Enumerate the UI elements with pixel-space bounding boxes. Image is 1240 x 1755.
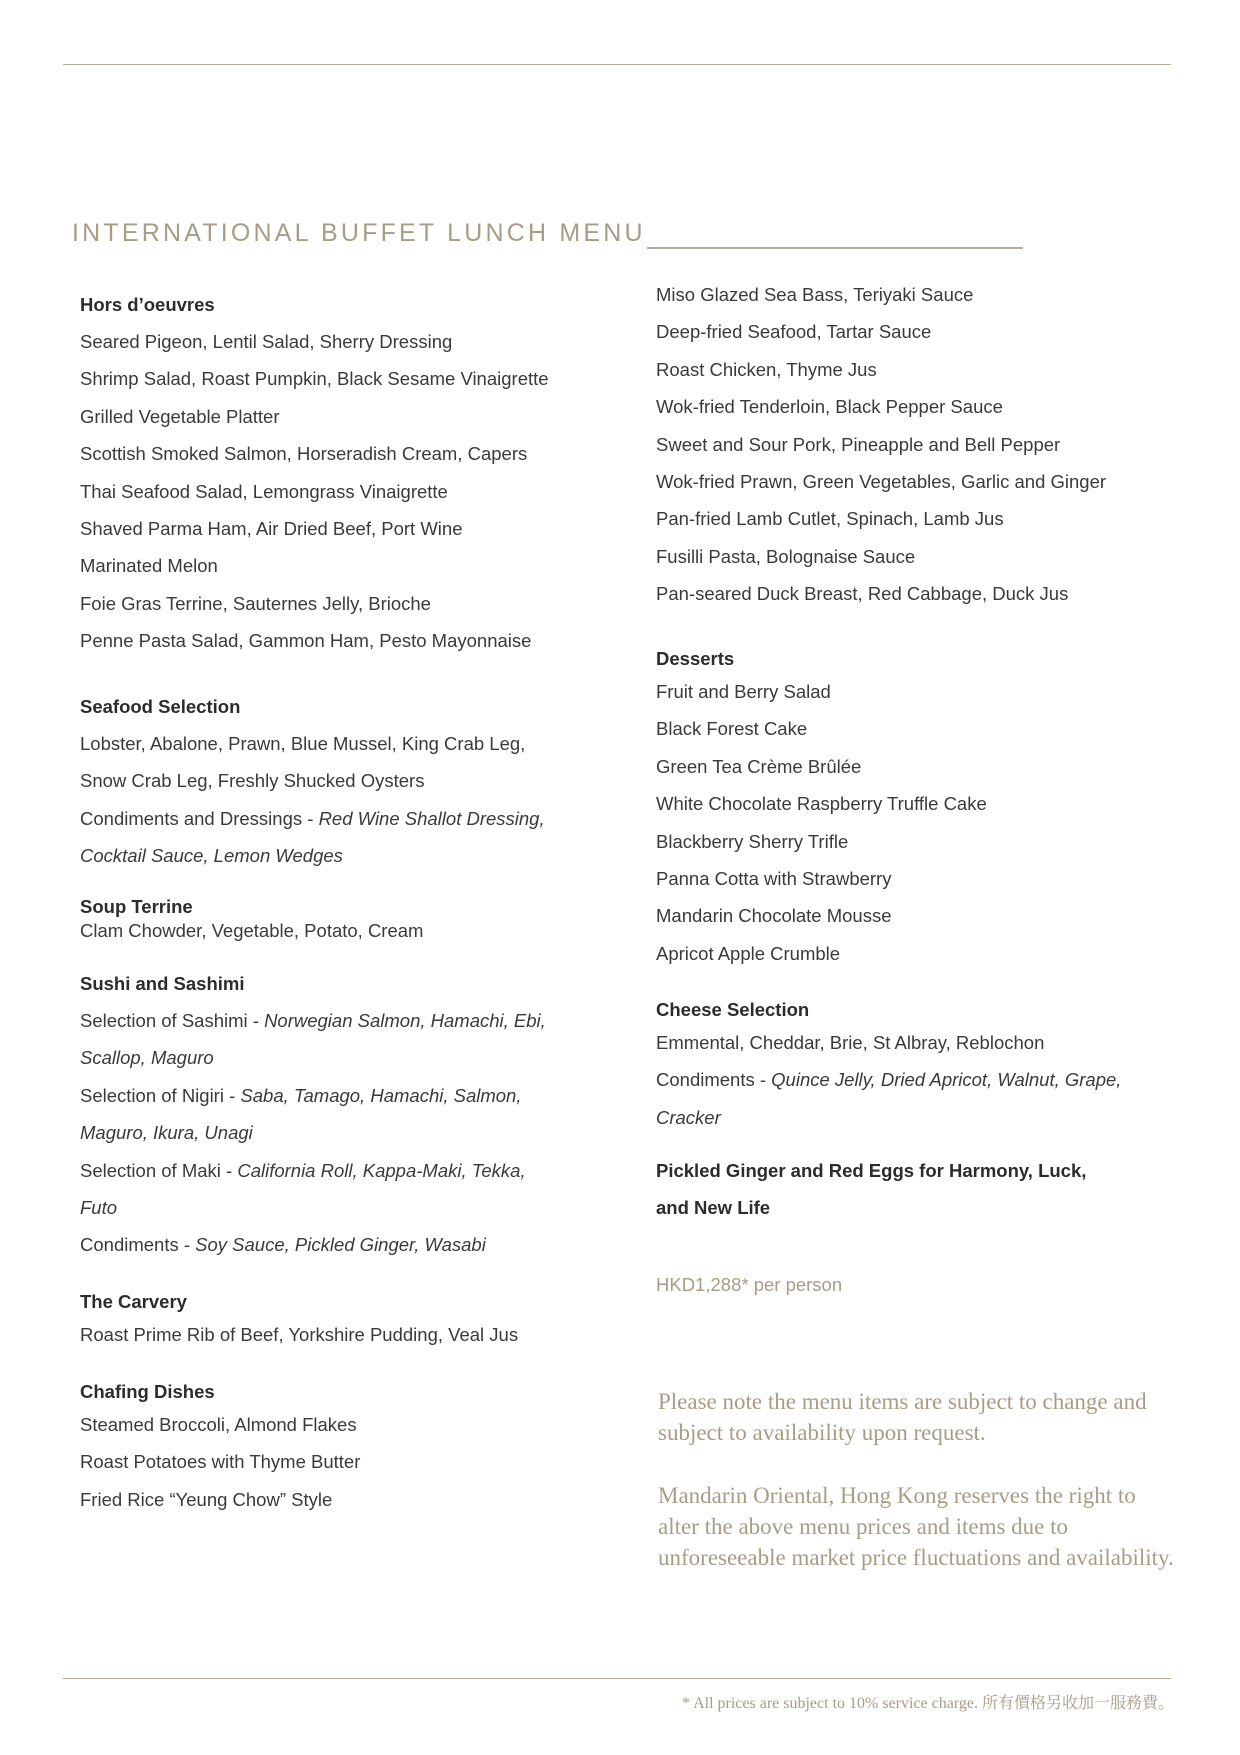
menu-item: Wok-fried Prawn, Green Vegetables, Garlic and Ginger: [656, 470, 1107, 492]
menu-item: Wok-fried Tenderloin, Black Pepper Sauce: [656, 396, 1003, 418]
menu-item: Blackberry Sherry Trifle: [656, 830, 849, 852]
special-note: [656, 1152, 1086, 1227]
menu-item: Green Tea Crème Brûlée: [656, 755, 862, 777]
menu-item: White Chocolate Raspberry Truffle Cake: [656, 793, 987, 815]
menu-item: Steamed Broccoli, Almond Flakes: [80, 1414, 357, 1435]
menu-item-maki: [80, 1152, 546, 1189]
menu-item: Marinated Melon: [80, 555, 218, 577]
menu-item-condiments: [656, 1061, 1121, 1098]
section-heading-seafood-selection: Seafood Selection: [80, 696, 241, 717]
condiments-label: Condiments -: [656, 1069, 772, 1091]
section-heading-sushi-sashimi: Sushi and Sashimi: [80, 973, 245, 994]
menu-item: Roast Chicken, Thyme Jus: [656, 358, 877, 380]
section-heading-desserts: Desserts: [656, 648, 735, 669]
nigiri-detail: Saba, Tamago, Hamachi, Salmon,: [240, 1084, 522, 1106]
desserts-list: [656, 673, 987, 972]
section-heading-soup-terrine: Soup Terrine: [80, 896, 193, 917]
menu-item-condiments: [80, 800, 545, 837]
pricing-note: Mandarin Oriental, Hong Kong reserves the right to alter the above menu prices and items due to unforeseeable market price fluctuations and availability.: [658, 1483, 1174, 1570]
maki-detail: California Roll, Kappa-Maki, Tekka,: [237, 1159, 526, 1181]
title-underline: [647, 247, 1023, 249]
menu-item: Fried Rice “Yeung Chow” Style: [80, 1488, 333, 1510]
menu-item: Emmental, Cheddar, Brie, St Albray, Reblochon: [656, 1032, 1045, 1053]
condiments-detail: Quince Jelly, Dried Apricot, Walnut, Grape,: [771, 1069, 1122, 1091]
menu-item: Pan-seared Duck Breast, Red Cabbage, Duck Jus: [656, 583, 1069, 605]
menu-item: Thai Seafood Salad, Lemongrass Vinaigrette: [80, 480, 448, 502]
price-per-person: HKD1,288* per person: [656, 1274, 843, 1295]
section-heading-the-carvery: The Carvery: [80, 1291, 187, 1312]
bottom-divider: [63, 1678, 1171, 1679]
maki-label: Selection of Maki -: [80, 1159, 238, 1181]
maki-detail-continued: Futo: [80, 1196, 118, 1218]
menu-item: Snow Crab Leg, Freshly Shucked Oysters: [80, 770, 425, 792]
hors-doeuvres-list: [80, 323, 549, 660]
menu-item-sashimi: [80, 1002, 546, 1039]
menu-title: INTERNATIONAL BUFFET LUNCH MENU: [72, 219, 646, 247]
special-note-line: and New Life: [656, 1197, 771, 1219]
condiments-detail: Red Wine Shallot Dressing,: [318, 807, 545, 829]
service-charge-footnote: * All prices are subject to 10% service charge. 所有價格另收加一服務費。: [681, 1695, 1174, 1712]
menu-item: Scottish Smoked Salmon, Horseradish Cream, Capers: [80, 443, 528, 465]
special-note-line: Pickled Ginger and Red Eggs for Harmony, Luck,: [656, 1160, 1087, 1181]
menu-item: Fusilli Pasta, Bolognaise Sauce: [656, 545, 916, 567]
menu-item: Mandarin Chocolate Mousse: [656, 905, 892, 927]
menu-item: Roast Prime Rib of Beef, Yorkshire Pudding, Veal Jus: [80, 1324, 519, 1345]
section-heading-cheese-selection: Cheese Selection: [656, 999, 810, 1020]
menu-item: Foie Gras Terrine, Sauternes Jelly, Brioche: [80, 592, 431, 614]
seafood-list: [80, 725, 545, 875]
menu-item: Sweet and Sour Pork, Pineapple and Bell Pepper: [656, 433, 1061, 455]
menu-item: Seared Pigeon, Lentil Salad, Sherry Dressing: [80, 331, 453, 352]
menu-item: Penne Pasta Salad, Gammon Ham, Pesto Mayonnaise: [80, 630, 532, 652]
menu-item: Black Forest Cake: [656, 718, 808, 740]
sashimi-detail-continued: Scallop, Maguro: [80, 1047, 214, 1069]
condiments-label: Condiments and Dressings -: [80, 807, 319, 829]
condiments-label: Condiments -: [80, 1234, 196, 1256]
menu-item-nigiri: [80, 1077, 546, 1114]
menu-item: Panna Cotta with Strawberry: [656, 867, 892, 889]
menu-notes: [658, 1386, 1178, 1573]
menu-item: Shrimp Salad, Roast Pumpkin, Black Sesame Vinaigrette: [80, 368, 549, 390]
sashimi-detail: Norwegian Salmon, Hamachi, Ebi,: [264, 1010, 546, 1031]
menu-item: Fruit and Berry Salad: [656, 681, 831, 702]
condiments-detail: Soy Sauce, Pickled Ginger, Wasabi: [195, 1234, 486, 1256]
cheese-list: [656, 1024, 1121, 1136]
menu-item-condiments: [80, 1226, 546, 1263]
menu-item: Deep-fried Seafood, Tartar Sauce: [656, 321, 932, 343]
sashimi-label: Selection of Sashimi -: [80, 1010, 265, 1031]
mains-list: [656, 276, 1106, 613]
top-divider: [63, 64, 1171, 65]
section-heading-chafing-dishes: Chafing Dishes: [80, 1381, 215, 1402]
sushi-list: [80, 1002, 546, 1264]
menu-item: Grilled Vegetable Platter: [80, 405, 280, 427]
menu-item: Lobster, Abalone, Prawn, Blue Mussel, King Crab Leg,: [80, 733, 526, 754]
menu-item: Roast Potatoes with Thyme Butter: [80, 1451, 361, 1473]
availability-note: Please note the menu items are subject to change and subject to availability upon request.: [658, 1389, 1147, 1445]
condiments-detail-continued: Cocktail Sauce, Lemon Wedges: [80, 845, 343, 867]
menu-item: Shaved Parma Ham, Air Dried Beef, Port Wine: [80, 517, 463, 539]
nigiri-label: Selection of Nigiri -: [80, 1084, 241, 1106]
condiments-detail-continued: Cracker: [656, 1106, 721, 1128]
nigiri-detail-continued: Maguro, Ikura, Unagi: [80, 1122, 253, 1144]
chafing-list: [80, 1406, 360, 1518]
menu-item: Pan-fried Lamb Cutlet, Spinach, Lamb Jus: [656, 508, 1004, 530]
menu-item: Miso Glazed Sea Bass, Teriyaki Sauce: [656, 284, 974, 305]
section-heading-hors-doeuvres: Hors d’oeuvres: [80, 294, 215, 315]
menu-item: Clam Chowder, Vegetable, Potato, Cream: [80, 920, 424, 941]
menu-item: Apricot Apple Crumble: [656, 942, 841, 964]
